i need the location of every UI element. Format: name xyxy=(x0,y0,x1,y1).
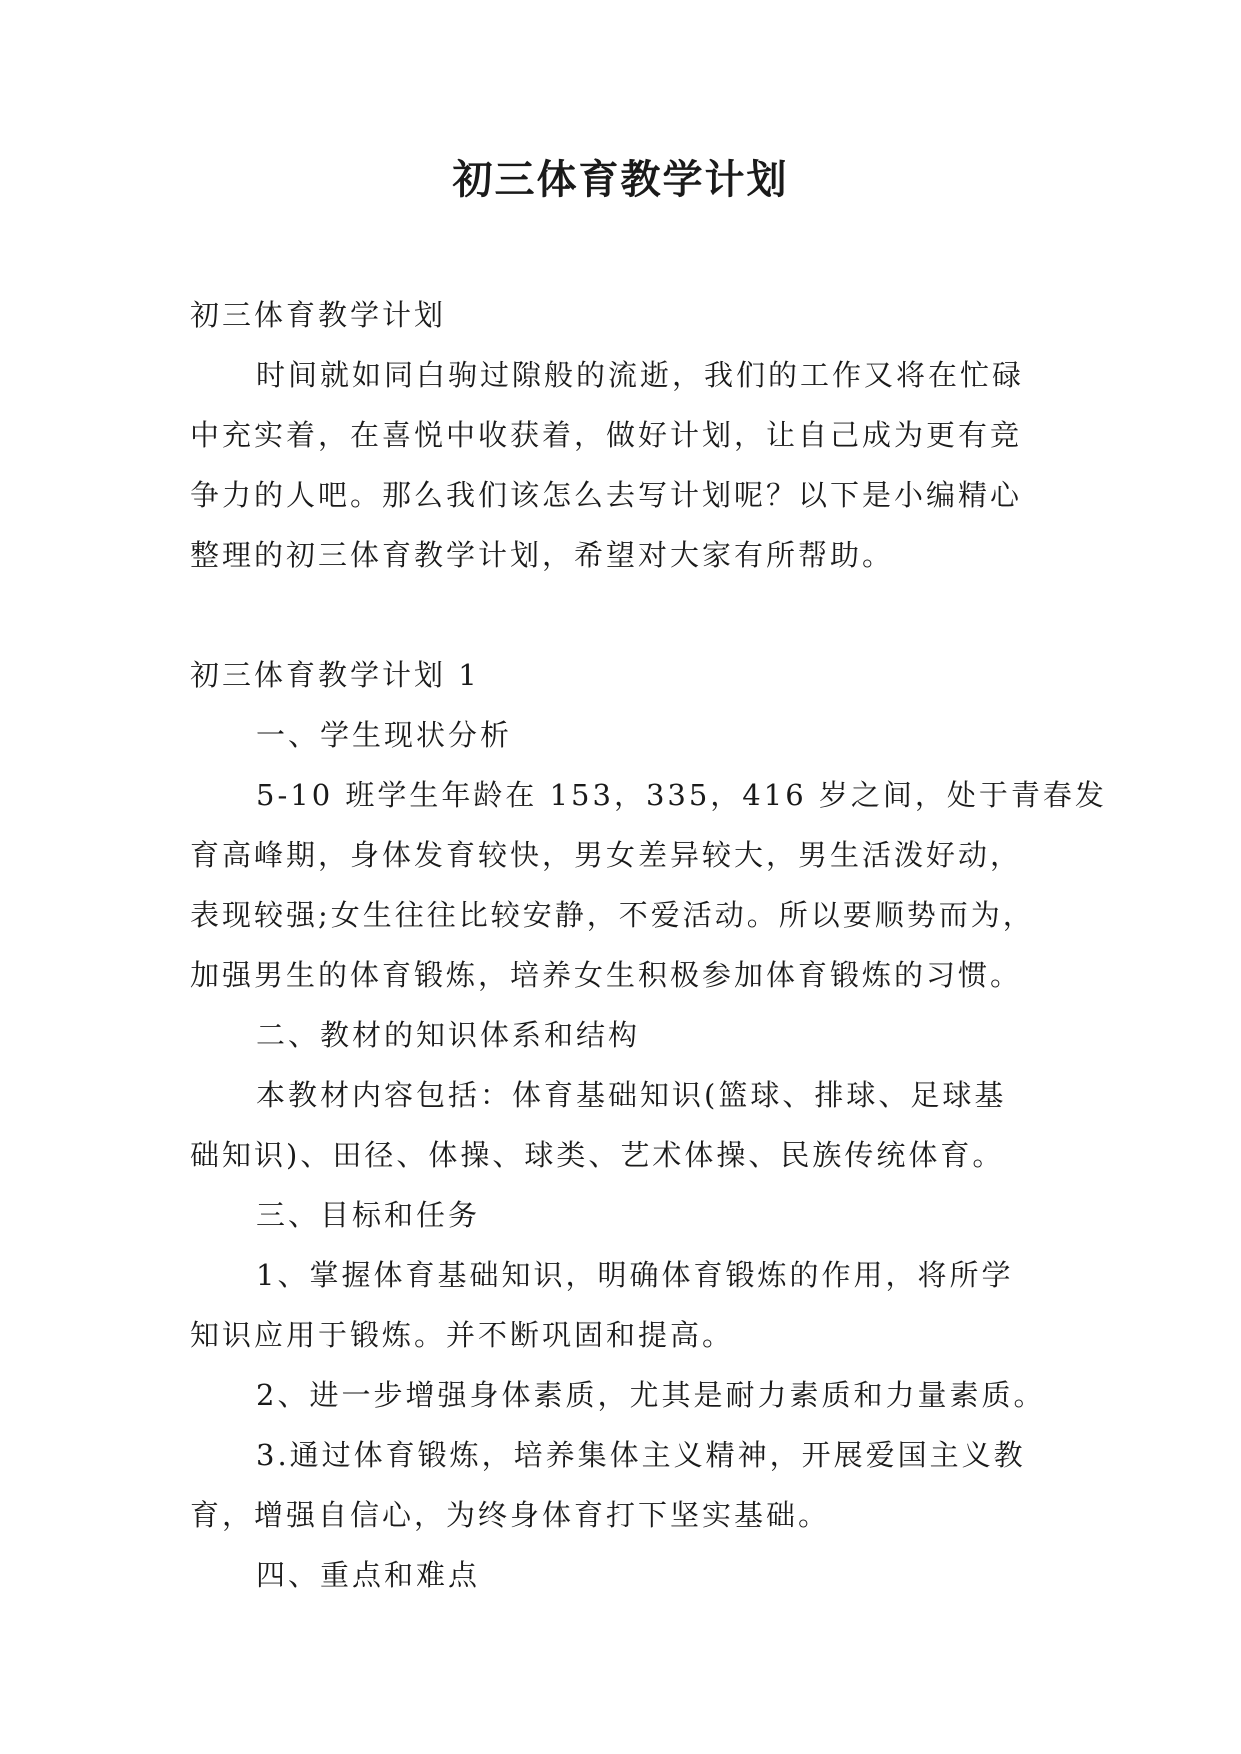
text-line: 初三体育教学计划 1 xyxy=(190,658,480,692)
text-line: 3.通过体育锻炼，培养集体主义精神，开展爱国主义教 xyxy=(256,1438,1026,1472)
text-line: 初三体育教学计划 xyxy=(190,298,447,332)
document-title: 初三体育教学计划 xyxy=(452,157,789,203)
document-body xyxy=(190,285,1107,1605)
text-line: 二、教材的知识体系和结构 xyxy=(256,1018,641,1052)
paragraph-gap xyxy=(190,585,1060,645)
text-line: 表现较强;女生往往比较安静，不爱活动。所以要顺势而为， xyxy=(190,898,1035,932)
text-line: 整理的初三体育教学计划，希望对大家有所帮助。 xyxy=(190,538,895,572)
text-line: 时间就如同白驹过隙般的流逝，我们的工作又将在忙碌 xyxy=(256,358,1025,392)
text-line: 知识应用于锻炼。并不断巩固和提高。 xyxy=(190,1318,735,1352)
text-line: 础知识)、田径、体操、球类、艺术体操、民族传统体育。 xyxy=(190,1138,1005,1172)
text-line: 1、掌握体育基础知识，明确体育锻炼的作用，将所学 xyxy=(256,1258,1014,1292)
text-line: 争力的人吧。那么我们该怎么去写计划呢？以下是小编精心 xyxy=(190,478,1023,512)
text-line: 加强男生的体育锻炼，培养女生积极参加体育锻炼的习惯。 xyxy=(190,958,1023,992)
text-line: 育高峰期，身体发育较快，男女差异较大，男生活泼好动， xyxy=(190,838,1023,872)
text-line: 5-10 班学生年龄在 153，335，416 岁之间，处于青春发 xyxy=(256,778,1107,812)
text-line: 本教材内容包括：体育基础知识(篮球、排球、足球基 xyxy=(256,1078,1007,1112)
text-line: 一、学生现状分析 xyxy=(256,718,513,752)
text-line: 中充实着，在喜悦中收获着，做好计划，让自己成为更有竞 xyxy=(190,418,1023,452)
text-line: 2、进一步增强身体素质，尤其是耐力素质和力量素质。 xyxy=(256,1378,1046,1412)
text-line: 四、重点和难点 xyxy=(256,1558,481,1592)
text-line: 三、目标和任务 xyxy=(256,1198,481,1232)
text-line: 育，增强自信心，为终身体育打下坚实基础。 xyxy=(190,1498,831,1532)
